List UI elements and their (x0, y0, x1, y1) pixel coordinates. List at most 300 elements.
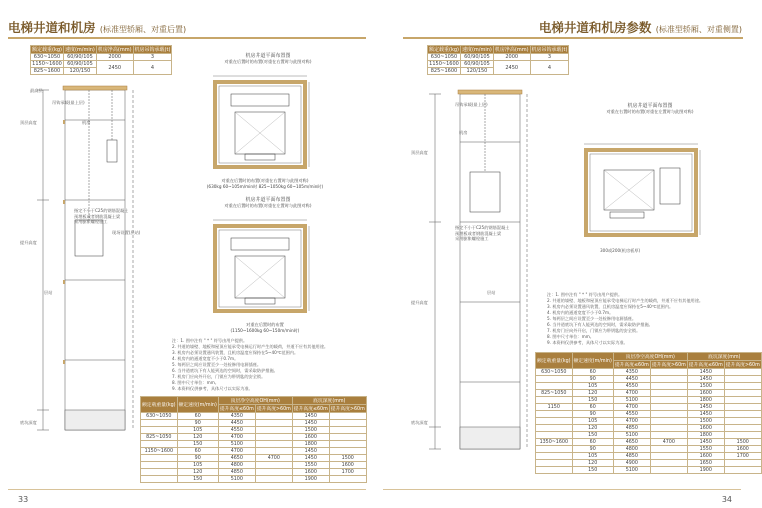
left-page (0, 0, 375, 508)
cell: 4550 (218, 427, 255, 434)
cell: 825~1600 (31, 68, 64, 75)
cell (141, 462, 178, 469)
cell: 1450 (687, 376, 724, 383)
annotation: 吊钩承载(最上层) (52, 100, 85, 105)
annotation: 300或200(机房板厚) (600, 248, 641, 253)
note-line: 7. 机房门应向外开启，门锁应为带钥匙的安全锁。 (172, 374, 266, 379)
cell (255, 427, 292, 434)
cell (141, 441, 178, 448)
annotation: 顶层高度 (411, 150, 428, 155)
cell: 3 (133, 54, 172, 61)
cell: 2450 (96, 61, 133, 75)
cell: 150 (572, 467, 613, 474)
cell: 825~1600 (428, 68, 461, 75)
plan-title (575, 102, 725, 115)
cell: 4850 (613, 425, 650, 432)
annotation: 机房 (459, 130, 468, 135)
note-line: 3. 机房内必须设置通风装置，且机房温度应保持在5~40℃范围内。 (547, 304, 674, 309)
cell (141, 427, 178, 434)
table-row (141, 413, 367, 420)
cell (650, 418, 687, 425)
cell: 1900 (687, 467, 724, 474)
page-number: 33 (18, 495, 29, 504)
page-title (8, 18, 186, 36)
right-page (375, 0, 760, 508)
th: 提升高度≤60m (687, 361, 724, 369)
cell (650, 376, 687, 383)
annotation: 采用膨胀螺栓施工 (455, 236, 489, 241)
table-row (141, 441, 367, 448)
note-line: 7. 机房门应向外开启，门锁应为带钥匙的安全锁。 (547, 328, 641, 333)
cell (724, 369, 761, 376)
th: 提升高度>60m (329, 405, 366, 413)
cell (724, 376, 761, 383)
cell (650, 432, 687, 439)
cell (141, 420, 178, 427)
cell: 1450 (292, 413, 329, 420)
plan-caption-text: 对重在后置时的布置 (246, 322, 284, 327)
table-row (141, 462, 367, 469)
th: 底坑深度(mm) (687, 353, 761, 361)
cell: 825~1050 (536, 390, 573, 397)
annotation: 最高层 (30, 88, 43, 93)
cell (536, 383, 573, 390)
table-row (536, 376, 762, 383)
table-row (141, 476, 367, 483)
cell: 5100 (218, 476, 255, 483)
annotation: 顶层高度 (20, 120, 37, 125)
cell: 60 (572, 369, 613, 376)
cell (329, 420, 366, 427)
note-line: 9. 本资料仅供参考，具体尺寸以实际为准。 (547, 340, 628, 345)
cell: 150 (177, 441, 218, 448)
plan-title-text: 机房井道平面布置图 (245, 53, 291, 59)
cell (536, 460, 573, 467)
cell (650, 390, 687, 397)
table-row (141, 434, 367, 441)
cell: 1600 (687, 390, 724, 397)
note-line: 5. 每两层之间应设置至少一处检修用电源插座。 (547, 316, 637, 321)
cell: 60 (177, 413, 218, 420)
cell: 120 (572, 460, 613, 467)
cell: 1500 (687, 418, 724, 425)
annotation: 机房 (82, 120, 91, 125)
cell (650, 453, 687, 460)
cell (255, 434, 292, 441)
cell (329, 448, 366, 455)
plan1-caption (190, 178, 340, 190)
annotation: 提升高度 (20, 240, 37, 245)
note-line: 注：1. 图中注有 " * " 符号由用户提供。 (547, 292, 623, 297)
machine-room-plan-1 (205, 72, 315, 177)
cell: 4700 (613, 418, 650, 425)
cell: 4850 (218, 469, 255, 476)
cell: 630~1050 (31, 54, 64, 61)
note-line: 9. 本资料仅供参考，具体尺寸以实际为准。 (172, 386, 253, 391)
table-row (536, 439, 762, 446)
main-spec-table (140, 396, 367, 483)
notes-block (172, 338, 342, 392)
note-line: 3. 机房内必须设置通风装置，且机房温度应保持在5~40℃范围内。 (172, 350, 299, 355)
cell: 1600 (687, 425, 724, 432)
cell: 5100 (613, 397, 650, 404)
cell: 825~1050 (141, 434, 178, 441)
table-row (141, 469, 367, 476)
annotation: 预埋板或者钢筋混凝土梁 (455, 230, 502, 236)
plan-title-text: 机房井道平面布置图 (627, 103, 673, 109)
note-line: 2. 井道的墙壁、地板和屋顶应能承受电梯运行时产生的载荷，井道不应有其他用途。 (547, 298, 704, 303)
cell: 1800 (687, 397, 724, 404)
cell (650, 425, 687, 432)
cell: 1600 (687, 453, 724, 460)
th: 提升高度≤60m (218, 405, 255, 413)
annotation: 指定不小于C25的钢筋混凝土 (455, 225, 510, 230)
cell: 630~1050 (536, 369, 573, 376)
cell: 60 (177, 448, 218, 455)
note-line: 6. 当井道底坑下有人能到达的空间时，需采取防护措施。 (172, 368, 278, 373)
cell: 630~1050 (141, 413, 178, 420)
cell: 1150~1600 (141, 448, 178, 455)
annotation: 吊钩承载(最上层) (455, 102, 488, 107)
cell: 1550 (687, 446, 724, 453)
cell (329, 427, 366, 434)
table-row (536, 411, 762, 418)
plan-caption-text: (630kg 60~105m/min时 825~1050kg 60~105m/min时) (206, 184, 324, 189)
cell: 60/90/105 (63, 54, 96, 61)
note-line: 4. 机房内的通道宽度不小于0.7m。 (172, 356, 239, 361)
table-row (536, 446, 762, 453)
table-row (428, 61, 569, 68)
cell (536, 397, 573, 404)
cell: 150 (572, 432, 613, 439)
page-title (539, 18, 742, 36)
plan-sub-text: 对重在右置时的布置(对重在左置时与此图对称) (606, 109, 694, 114)
top-spec-table (427, 45, 569, 75)
table-row (141, 420, 367, 427)
cell (329, 434, 366, 441)
cell: 4800 (613, 446, 650, 453)
cell: 4550 (613, 411, 650, 418)
cell: 4 (133, 61, 172, 75)
annotation-group (74, 208, 154, 225)
cell: 1450 (292, 455, 329, 462)
cell (724, 404, 761, 411)
table-row (536, 390, 762, 397)
cell: 120/150 (460, 68, 493, 75)
cell (536, 467, 573, 474)
cell: 4700 (255, 455, 292, 462)
title-text: 电梯井道和机房 (8, 20, 96, 35)
cell: 1150~1600 (429, 61, 459, 67)
cell: 4700 (613, 404, 650, 411)
cell: 105 (572, 453, 613, 460)
cell (536, 453, 573, 460)
table-row (31, 61, 172, 68)
th: 顶层净空高度OH(mm) (218, 397, 292, 405)
cell (724, 467, 761, 474)
cell: 120 (572, 390, 613, 397)
top-spec-table (30, 45, 172, 75)
table-row (536, 453, 762, 460)
cell: 4350 (613, 369, 650, 376)
cell: 4850 (613, 453, 650, 460)
cell: 60/90/105 (460, 61, 493, 68)
plan-caption-text: 对重在后置时的布置(对重在右置时与此图对称) (221, 178, 309, 183)
cell: 4800 (218, 462, 255, 469)
cell (255, 462, 292, 469)
cell (255, 469, 292, 476)
annotation: 层站 (44, 290, 53, 295)
th: 速度(m/min) (461, 47, 492, 53)
annotation: 采用膨胀螺栓施工 (74, 219, 108, 224)
cell: 2450 (493, 61, 530, 75)
cell: 1450 (687, 369, 724, 376)
machine-room-plan (580, 140, 705, 245)
cell (536, 425, 573, 432)
cell (329, 476, 366, 483)
cell: 1450 (687, 439, 724, 446)
cell (724, 390, 761, 397)
table-row (536, 404, 762, 411)
cell: 1800 (687, 432, 724, 439)
table-row (31, 54, 172, 61)
cell: 120 (572, 425, 613, 432)
main-spec-table (535, 352, 762, 474)
table-row (536, 467, 762, 474)
cell (536, 376, 573, 383)
cell: 4650 (218, 455, 255, 462)
note-line: 5. 每两层之间应设置至少一处检修用电源插座。 (172, 362, 262, 367)
note-line: 2. 井道的墙壁、地板和屋顶应能承受电梯运行时产生的载荷，井道不应有其他用途。 (172, 344, 329, 349)
notes-block (547, 292, 727, 346)
footer-rule (8, 489, 366, 490)
cell: 105 (572, 383, 613, 390)
cell (724, 418, 761, 425)
note-line: 6. 当井道底坑下有人能到达的空间时，需采取防护措施。 (547, 322, 653, 327)
th: 机房净高(mm) (97, 47, 132, 53)
cell: 1550 (292, 462, 329, 469)
table-row (536, 460, 762, 467)
cell (536, 432, 573, 439)
cell: 120 (177, 469, 218, 476)
table-row (536, 425, 762, 432)
hoistway-elevation-drawing (415, 82, 535, 467)
cell: 105 (177, 427, 218, 434)
cell: 60/90/105 (460, 54, 493, 61)
cell: 1450 (292, 420, 329, 427)
cell (536, 411, 573, 418)
cell: 4450 (613, 376, 650, 383)
cell (141, 455, 178, 462)
note-line: 注：1. 图中注有 " * " 符号由用户提供。 (172, 338, 248, 343)
cell (536, 418, 573, 425)
annotation: 现场设置(层站) (112, 230, 141, 235)
cell: 1150 (536, 404, 573, 411)
cell: 2000 (493, 54, 530, 61)
cell (141, 476, 178, 483)
th: 额定速度(m/min) (572, 353, 613, 369)
plan-title-text: 机房井道平面布置图 (245, 197, 291, 203)
annotation-group (455, 225, 535, 242)
cell: 60 (572, 439, 613, 446)
cell (650, 404, 687, 411)
annotation: 提升高度 (411, 300, 428, 305)
cell: 3 (530, 54, 569, 61)
th: 底坑深度(mm) (292, 397, 366, 405)
cell: 5100 (613, 432, 650, 439)
table-row (536, 397, 762, 404)
th: 提升高度≤60m (292, 405, 329, 413)
table-row (141, 427, 367, 434)
cell: 630~1050 (428, 54, 461, 61)
cell: 1500 (292, 427, 329, 434)
cell: 1600 (329, 462, 366, 469)
cell (650, 460, 687, 467)
cell: 5100 (218, 441, 255, 448)
cell: 4700 (650, 439, 687, 446)
cell: 1600 (292, 469, 329, 476)
th: 提升高度>60m (724, 361, 761, 369)
cell: 90 (572, 411, 613, 418)
cell (141, 469, 178, 476)
cell: 1700 (329, 469, 366, 476)
annotation: 底坑深度 (20, 420, 37, 425)
cell: 1800 (292, 441, 329, 448)
cell (724, 460, 761, 467)
cell: 1900 (292, 476, 329, 483)
cell (724, 425, 761, 432)
cell (255, 420, 292, 427)
cell: 4900 (613, 460, 650, 467)
title-text: 电梯井道和机房参数 (538, 20, 652, 35)
plan-sub-text: 对重在后置时的布置(对重在右置时与此图对称) (224, 59, 312, 64)
cell: 60/90/105 (63, 61, 96, 68)
th: 额定载重(kg) (429, 47, 459, 53)
cell: 1500 (724, 439, 761, 446)
table-row (536, 369, 762, 376)
cell: 90 (572, 376, 613, 383)
table-row (536, 432, 762, 439)
cell: 120 (177, 434, 218, 441)
cell (724, 411, 761, 418)
cell (724, 397, 761, 404)
cell: 105 (177, 462, 218, 469)
annotation: 底坑深度 (411, 420, 428, 425)
th: 额定速度(m/min) (177, 397, 218, 413)
plan2-title (188, 196, 348, 209)
main-table-body (141, 413, 367, 483)
cell (255, 441, 292, 448)
plan-caption-text: (1150~1600kg 60~150m/min时) (230, 328, 300, 333)
cell: 1150~1600 (32, 61, 62, 67)
cell: 2000 (96, 54, 133, 61)
cell (255, 413, 292, 420)
table-row (428, 54, 569, 61)
note-line: 8. 图中尺寸单位：mm。 (172, 380, 219, 385)
cell (650, 383, 687, 390)
cell: 4450 (218, 420, 255, 427)
plan-sub-text: 对重在后置时的布置(对重在左置时与此图对称) (224, 203, 312, 208)
note-line: 8. 图中尺寸单位：mm。 (547, 334, 594, 339)
cell: 150 (572, 397, 613, 404)
th: 提升高度>60m (650, 361, 687, 369)
cell: 1450 (292, 448, 329, 455)
cell: 1600 (292, 434, 329, 441)
hoistway-elevation-drawing (25, 80, 145, 450)
plan2-caption (190, 322, 340, 334)
machine-room-plan-2 (205, 216, 315, 321)
cell: 60 (572, 404, 613, 411)
th: 机房吊钩承载(t) (531, 47, 568, 53)
page-number: 34 (721, 495, 732, 504)
cell: 105 (572, 418, 613, 425)
table-row (536, 383, 762, 390)
title-rule (403, 37, 743, 39)
annotation: 层站 (487, 290, 496, 295)
th: 额定载重量(kg) (141, 397, 178, 413)
cell (650, 369, 687, 376)
cell (329, 441, 366, 448)
th: 顶层净空高度OH(mm) (613, 353, 687, 361)
th: 机房吊钩承载(t) (134, 47, 171, 53)
cell (650, 411, 687, 418)
th: 提升高度>60m (255, 405, 292, 413)
footer-rule (383, 489, 741, 490)
cell (650, 446, 687, 453)
cell: 1700 (724, 453, 761, 460)
cell: 1500 (687, 383, 724, 390)
cell (536, 446, 573, 453)
cell (329, 413, 366, 420)
main-table-body (536, 369, 762, 474)
cell: 90 (177, 455, 218, 462)
cell: 120/150 (63, 68, 96, 75)
th: 额定载重(kg) (32, 47, 62, 53)
title-rule (8, 37, 366, 39)
cell: 150 (177, 476, 218, 483)
cell (724, 383, 761, 390)
title-subtitle: (标准型轿厢、对重侧置) (655, 25, 742, 34)
th: 额定载重量(kg) (536, 353, 573, 369)
cell: 1450 (687, 411, 724, 418)
cell: 4350 (218, 413, 255, 420)
cell: 4700 (218, 448, 255, 455)
cell: 1500 (329, 455, 366, 462)
cell (255, 476, 292, 483)
plan1-title (188, 52, 348, 65)
cell: 5100 (613, 467, 650, 474)
cell (650, 397, 687, 404)
cell: 90 (177, 420, 218, 427)
cell (724, 432, 761, 439)
annotation: 预埋板或者钢筋混凝土梁 (74, 213, 121, 219)
th: 提升高度≤60m (613, 361, 650, 369)
cell: 1650 (687, 460, 724, 467)
cell: 1600 (724, 446, 761, 453)
cell: 4650 (613, 439, 650, 446)
title-subtitle: (标准型轿厢、对重后置) (99, 25, 187, 34)
cell (650, 467, 687, 474)
cell: 90 (572, 446, 613, 453)
table-row (141, 448, 367, 455)
cell: 1350~1600 (536, 439, 573, 446)
cell: 4700 (218, 434, 255, 441)
cell: 1450 (687, 404, 724, 411)
th: 速度(m/min) (64, 47, 95, 53)
cell: 4 (530, 61, 569, 75)
cell: 4550 (613, 383, 650, 390)
table-row (141, 455, 367, 462)
